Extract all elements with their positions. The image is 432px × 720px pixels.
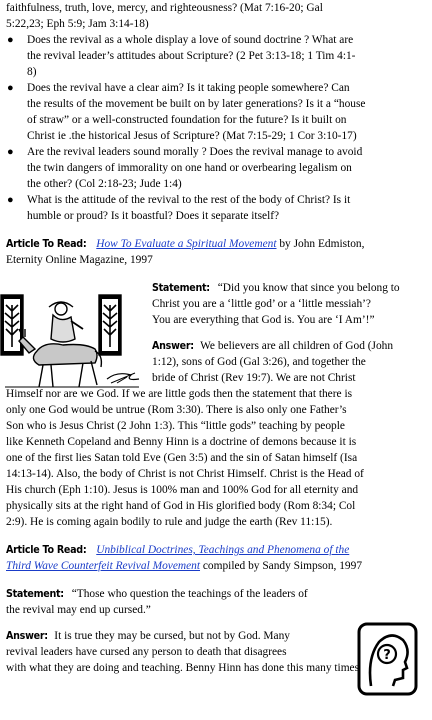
text-line: of straw” or a well-constructed foundation for the future? Is it built on	[27, 114, 347, 126]
statement-label: Statement:	[6, 588, 64, 600]
list-item	[6, 80, 426, 144]
answer-text: revival leaders have cursed any person to death that disagrees	[6, 646, 287, 658]
article-byline: by John Edmiston,	[276, 238, 365, 250]
bullet-icon: ●	[7, 146, 14, 158]
answer-text: with what they are doing and teaching. Benny Hinn has done this many times	[6, 662, 360, 674]
text-line: humble or proud? Is it boastful? Does it separate itself?	[27, 210, 280, 222]
article-to-read-1	[6, 236, 426, 268]
article-link-unbiblical-doctrines[interactable]: Unbiblical Doctrines, Teachings and Phenomena of the	[96, 544, 350, 556]
statement-text: Christ you are a ‘little god’ or a ‘little messiah’?	[152, 298, 371, 310]
answer-label: Answer:	[152, 340, 194, 352]
text-line: the revival leader’s attitudes about Scripture? (2 Pet 3:13-18; 1 Tim 4:1-	[27, 50, 356, 62]
answer-label: Answer:	[6, 630, 48, 642]
text-line: Are the revival leaders sound morally ? Does the revival manage to avoid	[27, 146, 363, 158]
text-line: Christ ie .the historical Jesus of Scripture? (Mat 7:15-29; 1 Cor 3:10-17)	[27, 130, 357, 142]
article-byline: compiled by Sandy Simpson, 1997	[200, 560, 363, 572]
donkey-rider-illustration	[0, 293, 143, 397]
article-label: Article To Read:	[6, 238, 87, 250]
statement-text: the revival may end up cursed.”	[6, 604, 151, 616]
answer-text: It is true they may be cursed, but not by God. Many	[51, 630, 290, 642]
statement-text: “Did you know that since you belong to	[214, 282, 400, 294]
article-to-read-2	[6, 542, 426, 574]
answer-text: 14:13-14). Also, the body of Christ is not Christ Himself. Christ is the Head of	[6, 468, 364, 480]
svg-text:?: ?	[383, 648, 391, 663]
answer-text: bride of Christ (Rev 19:7). We are not Christ	[152, 372, 356, 384]
answer-text: 2:9). He is coming again bodily to rule and judge the earth (Rev 11:15).	[6, 516, 333, 528]
answer-text: Son who is Jesus Christ (2 John 1:3). This “little gods” teaching by people	[6, 420, 345, 432]
statement-text: “Those who question the teachings of the leaders of	[68, 588, 308, 600]
answer-continuation-1	[6, 386, 426, 530]
answer-text: His church (Eph 1:10). Jesus is 100% man and 100% God for all eternity and	[6, 484, 359, 496]
answer-text: only one God would be untrue (Rom 3:30). There is also only one Father’s	[6, 404, 347, 416]
answer-text: We believers are all children of God (John	[197, 340, 394, 352]
question-head-icon	[357, 622, 418, 696]
text-line: What is the attitude of the revival to the rest of the body of Christ? Is it	[27, 194, 351, 206]
article-link-unbiblical-doctrines-cont[interactable]: Third Wave Counterfeit Revival Movement	[6, 560, 201, 572]
answer-text: like Kenneth Copeland and Benny Hinn is a doctrine of demons because it is	[6, 436, 357, 448]
bullet-icon: ●	[7, 194, 14, 206]
bullet-icon: ●	[7, 82, 14, 94]
answer-text: one of the first lies Satan told Eve (Gen 3:5) and the sin of Satan himself (Isa	[6, 452, 358, 464]
statement-label: Statement:	[152, 282, 210, 294]
statement-text: You are everything that God is. You are ‘I Am’!”	[152, 314, 375, 326]
text-line: the other? (Col 2:18-23; Jude 1:4)	[27, 178, 182, 190]
list-item	[6, 192, 426, 224]
text-line: the twin dangers of immorality on one hand or overbearing legalism on	[27, 162, 352, 174]
text-line: 8)	[27, 66, 37, 78]
text-line: faithfulness, truth, love, mercy, and righteousness? (Mat 7:16-20; Gal	[6, 2, 323, 14]
answer-text: Himself nor are we God. If we are little gods then the statement that there is	[6, 388, 353, 400]
list-item	[6, 32, 426, 80]
article-label: Article To Read:	[6, 544, 87, 556]
text-line: the results of the movement be built on by later generations? Is it a “house	[27, 98, 366, 110]
text-line: Does the revival have a clear aim? Is it taking people somewhere? Can	[27, 82, 350, 94]
criteria-list	[6, 32, 426, 224]
list-item	[6, 144, 426, 192]
article-link-evaluate-movement[interactable]: How To Evaluate a Spiritual Movement	[96, 238, 277, 250]
answer-text: 1:12), sons of God (Gal 3:26), and together the	[152, 356, 366, 368]
article-source: Eternity Online Magazine, 1997	[6, 254, 153, 266]
text-line: Does the revival as a whole display a love of sound doctrine ? What are	[27, 34, 354, 46]
bullet-icon: ●	[7, 34, 14, 46]
top-continuation	[6, 0, 426, 32]
text-line: 5:22,23; Eph 5:9; Jam 3:14-18)	[6, 18, 149, 30]
answer-text: physically sits at the right hand of God in His glorified body (Rom 8:34; Col	[6, 500, 356, 512]
